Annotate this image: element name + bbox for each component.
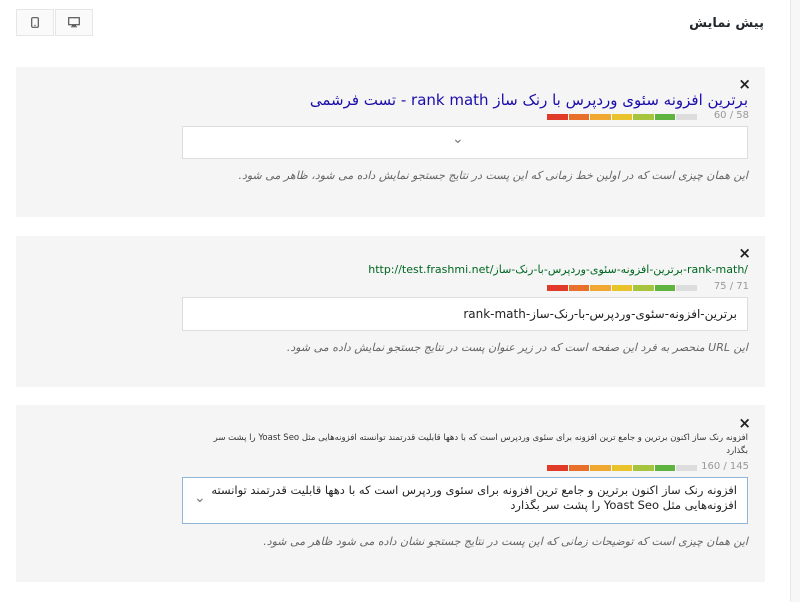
- meter-segment: [655, 465, 676, 471]
- description-char-counter: 160 / 145: [701, 461, 749, 472]
- preview-title: پیش نمایش: [689, 16, 764, 31]
- close-icon[interactable]: ×: [738, 75, 751, 93]
- mobile-icon: [31, 17, 39, 28]
- slug-input[interactable]: [182, 297, 748, 331]
- meter-segment: [547, 285, 568, 291]
- slug-input-value: برترین-افزونه-سئوی-وردپرس-با-رنک-ساز-rank-math: [463, 307, 737, 321]
- close-icon[interactable]: ×: [738, 244, 751, 262]
- meter-segment: [590, 465, 611, 471]
- url-char-counter: 75 / 71: [713, 281, 749, 292]
- chevron-down-icon[interactable]: ⌄: [452, 131, 464, 147]
- meter-segment: [569, 465, 590, 471]
- meter-segment: [633, 465, 654, 471]
- description-length-meter: [547, 465, 697, 471]
- meter-segment: [569, 114, 590, 120]
- meter-segment: [612, 114, 633, 120]
- close-icon[interactable]: ×: [738, 414, 751, 432]
- meter-segment: [547, 465, 568, 471]
- meter-segment: [633, 285, 654, 291]
- desktop-preview-button[interactable]: [55, 9, 93, 36]
- meter-segment: [547, 114, 568, 120]
- title-char-counter: 60 / 58: [713, 110, 749, 121]
- meter-segment: [655, 285, 676, 291]
- title-panel: [16, 67, 765, 217]
- chevron-down-icon[interactable]: ⌄: [194, 490, 206, 506]
- meter-segment: [676, 285, 697, 291]
- mobile-preview-button[interactable]: [16, 9, 54, 36]
- serp-description-preview: افزونه رنک ساز اکنون برترین و جامع ترین افزونه برای سئوی وردپرس است که با دهها قابلیت قدرتمند توانسته افزونه‌هایی مثل Yoast Seo را پشت سر بگذارد: [213, 433, 748, 456]
- url-length-meter: [547, 285, 697, 291]
- title-length-meter: [547, 114, 697, 120]
- serp-url-preview: http://test.frashmi.net/برترین-افزونه-سئوی-وردپرس-با-رنک-ساز-rank-math/: [368, 263, 748, 276]
- meter-segment: [590, 114, 611, 120]
- meter-segment: [633, 114, 654, 120]
- meter-segment: [569, 285, 590, 291]
- url-panel: [16, 236, 765, 387]
- title-input[interactable]: [182, 126, 748, 159]
- meter-segment: [612, 285, 633, 291]
- serp-title-preview: برترین افزونه سئوی وردپرس با رنک ساز rank math - تست فرشمی: [309, 91, 748, 109]
- meter-segment: [676, 465, 697, 471]
- meter-segment: [676, 114, 697, 120]
- description-textarea-value: افزونه رنک ساز اکنون برترین و جامع ترین افزونه برای سئوی وردپرس است که با دهها قابلیت قدرتمند توانسته افزونه‌هایی مثل Yoast Seo را پشت سر بگذارد: [211, 483, 737, 512]
- device-switcher: [16, 9, 94, 36]
- desktop-icon: [68, 17, 80, 28]
- description-help-text: این همان چیزی است که توضیحات زمانی که این پست در نتایج جستجو نشان داده می شود ظاهر می شود.: [263, 535, 748, 548]
- title-help-text: این همان چیزی است که در اولین خط زمانی که این پست در نتایج جستجو نمایش داده می شود، ظاهر می شود.: [238, 169, 748, 182]
- description-panel: [16, 405, 765, 582]
- meter-segment: [655, 114, 676, 120]
- url-help-text: این URL منحصر به فرد این صفحه است که در زیر عنوان پست در نتایج جستجو نمایش داده می شود.: [286, 341, 748, 354]
- description-textarea[interactable]: [182, 477, 748, 524]
- meter-segment: [612, 465, 633, 471]
- meter-segment: [590, 285, 611, 291]
- vertical-scrollbar[interactable]: [790, 0, 800, 602]
